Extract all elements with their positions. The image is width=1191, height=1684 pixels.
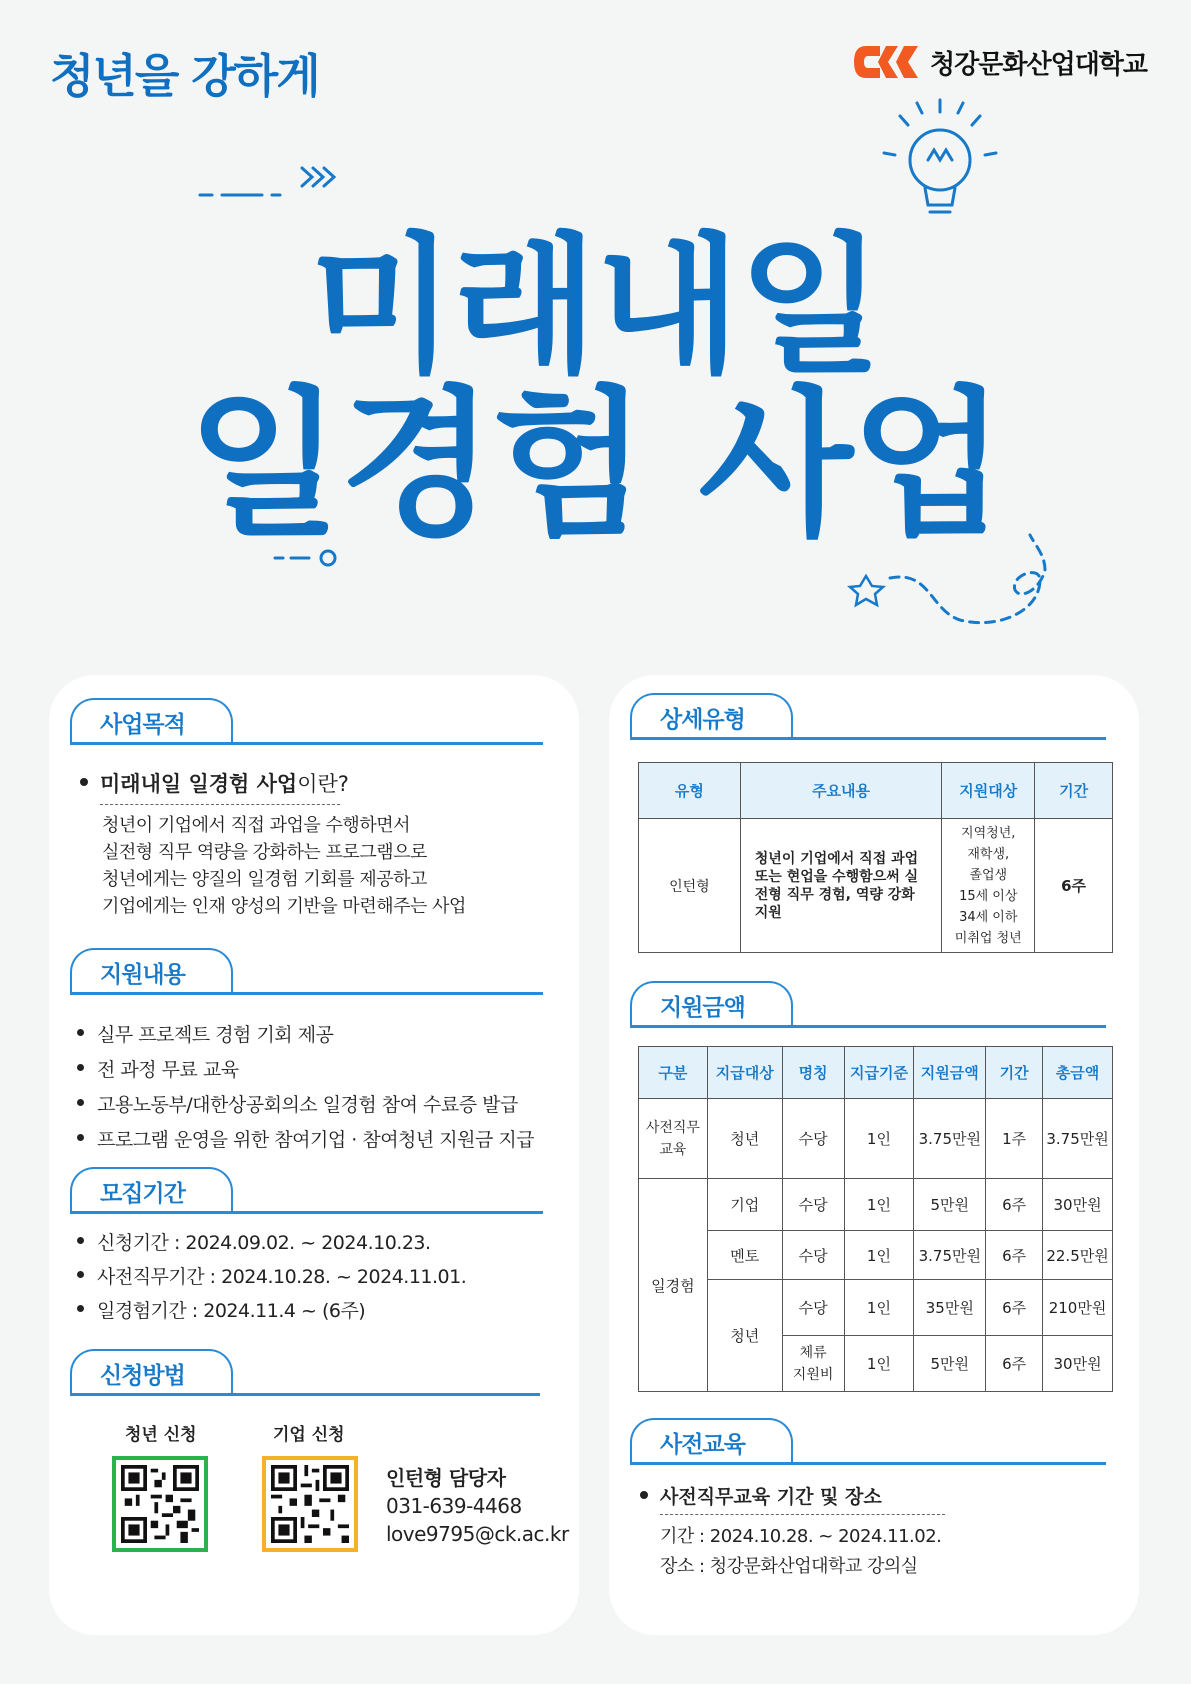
table-header: 지급기준 bbox=[844, 1047, 914, 1099]
amount-section-header bbox=[630, 981, 767, 1025]
preedu-divider bbox=[630, 1462, 1106, 1465]
preedu-place: 장소 : 청강문화산업대학교 강의실 bbox=[660, 1556, 918, 1577]
table-cell: 5만원 bbox=[914, 1179, 986, 1231]
detail-title: 상세유형 bbox=[630, 693, 767, 737]
support-item: 실무 프로젝트 경험 기회 제공 bbox=[77, 1020, 534, 1047]
table-cell: 기업 bbox=[707, 1179, 782, 1231]
bullet-dot bbox=[640, 1491, 648, 1499]
youth-qr-code[interactable] bbox=[112, 1456, 208, 1552]
support-item: 고용노동부/대한상공회의소 일경험 참여 수료증 발급 bbox=[77, 1090, 534, 1117]
detail-table bbox=[638, 762, 1113, 953]
table-cell: 체류 지원비 bbox=[782, 1336, 844, 1392]
apply-title: 신청방법 bbox=[70, 1349, 207, 1393]
table-cell: 수당 bbox=[782, 1280, 844, 1336]
table-cell: 6주 bbox=[986, 1231, 1043, 1280]
table-header-row bbox=[639, 1047, 1113, 1099]
support-divider bbox=[70, 992, 543, 995]
table-cell: 1인 bbox=[844, 1099, 914, 1179]
preedu-dash-rule bbox=[660, 1514, 945, 1515]
target-line: 15세 이상 bbox=[959, 888, 1018, 904]
table-cell: 사전직무 교육 bbox=[639, 1099, 708, 1179]
table-cell: 청년 bbox=[707, 1280, 782, 1392]
table-cell: 3.75만원 bbox=[1043, 1099, 1113, 1179]
table-cell: 210만원 bbox=[1043, 1280, 1113, 1336]
table-cell: 6주 bbox=[986, 1336, 1043, 1392]
contact-phone[interactable]: 031-639-4468 bbox=[386, 1494, 522, 1518]
purpose-question-bold: 미래내일 일경험 사업 bbox=[100, 772, 298, 796]
purpose-question bbox=[80, 768, 480, 798]
table-cell: 수당 bbox=[782, 1099, 844, 1179]
table-row bbox=[639, 1099, 1113, 1179]
qr-code-icon bbox=[121, 1465, 199, 1543]
table-cell: 청년이 기업에서 직접 과업 또는 현업을 수행함으써 실전형 직무 경험, 역량 강화 지원 bbox=[740, 819, 942, 953]
preedu-title: 사전교육 bbox=[630, 1418, 767, 1462]
support-list bbox=[77, 1020, 534, 1152]
purpose-description bbox=[102, 812, 466, 920]
purpose-question-rest: 이란? bbox=[297, 772, 349, 796]
support-item: 프로그램 운영을 위한 참여기업 · 참여청년 지원금 지급 bbox=[77, 1125, 534, 1152]
amount-divider bbox=[630, 1025, 1106, 1028]
table-header: 지급대상 bbox=[707, 1047, 782, 1099]
support-title: 지원내용 bbox=[70, 948, 207, 992]
table-cell: 6주 bbox=[986, 1179, 1043, 1231]
table-cell: 35만원 bbox=[914, 1280, 986, 1336]
table-row bbox=[639, 1231, 1113, 1280]
recruit-item: 사전직무기간 : 2024.10.28. ~ 2024.11.01. bbox=[77, 1262, 466, 1289]
table-cell: 6주 bbox=[986, 1280, 1043, 1336]
purpose-line: 실전형 직무 역량을 강화하는 프로그램으로 bbox=[102, 842, 427, 863]
contact-title: 인턴형 담당자 bbox=[386, 1466, 506, 1490]
contact-info bbox=[386, 1464, 569, 1548]
target-line: 34세 이하 bbox=[959, 909, 1018, 925]
purpose-line: 청년에게는 양질의 일경험 기회를 제공하고 bbox=[102, 869, 427, 890]
ck-logo-icon bbox=[850, 40, 922, 84]
preedu-period: 기간 : 2024.10.28. ~ 2024.11.02. bbox=[660, 1526, 942, 1547]
hero-title-line2: 일경험 사업 bbox=[187, 371, 1004, 558]
table-header: 기간 bbox=[986, 1047, 1043, 1099]
preedu-subtitle: 사전직무교육 기간 및 장소 bbox=[660, 1486, 882, 1508]
table-header: 유형 bbox=[639, 763, 741, 819]
table-cell: 청년 bbox=[707, 1099, 782, 1179]
preedu-section-header bbox=[630, 1418, 767, 1462]
qr-code-icon bbox=[271, 1465, 349, 1543]
table-row bbox=[639, 1280, 1113, 1336]
bullet-dot bbox=[80, 778, 88, 786]
school-logo bbox=[850, 40, 1147, 84]
table-header: 주요내용 bbox=[740, 763, 942, 819]
amount-table bbox=[638, 1046, 1113, 1392]
table-cell: 30만원 bbox=[1043, 1336, 1113, 1392]
hero-title-line1: 미래내일 bbox=[309, 220, 882, 394]
support-section-header bbox=[70, 948, 207, 992]
preedu-info bbox=[660, 1522, 941, 1582]
contact-email[interactable]: love9795@ck.ac.kr bbox=[386, 1522, 569, 1546]
slogan: 청년을 강하게 bbox=[50, 49, 319, 103]
amount-title: 지원금액 bbox=[630, 981, 767, 1025]
table-cell: 인턴형 bbox=[639, 819, 741, 953]
table-header-row bbox=[639, 763, 1113, 819]
company-apply-label: 기업 신청 bbox=[273, 1425, 345, 1445]
table-cell: 6주 bbox=[1035, 819, 1113, 953]
recruit-list bbox=[77, 1228, 466, 1323]
table-header: 기간 bbox=[1035, 763, 1113, 819]
table-header: 총금액 bbox=[1043, 1047, 1113, 1099]
purpose-divider bbox=[70, 742, 543, 745]
support-item: 전 과정 무료 교육 bbox=[77, 1055, 534, 1082]
table-cell: 수당 bbox=[782, 1231, 844, 1280]
recruit-item: 신청기간 : 2024.09.02. ~ 2024.10.23. bbox=[77, 1228, 466, 1255]
purpose-dash-rule bbox=[100, 804, 340, 805]
preedu-subtitle-row bbox=[640, 1482, 882, 1509]
table-cell: 30만원 bbox=[1043, 1179, 1113, 1231]
school-name: 청강문화산업대학교 bbox=[930, 49, 1148, 80]
apply-divider bbox=[70, 1393, 540, 1396]
youth-apply-label: 청년 신청 bbox=[125, 1425, 197, 1445]
table-cell: 일경험 bbox=[639, 1179, 708, 1392]
recruit-divider bbox=[70, 1211, 543, 1214]
detail-divider bbox=[630, 737, 1106, 740]
purpose-line: 청년이 기업에서 직접 과업을 수행하면서 bbox=[102, 815, 410, 836]
table-cell: 1주 bbox=[986, 1099, 1043, 1179]
target-cell bbox=[942, 819, 1035, 953]
recruit-title: 모집기간 bbox=[70, 1167, 207, 1211]
table-cell: 멘토 bbox=[707, 1231, 782, 1280]
purpose-title: 사업목적 bbox=[70, 698, 207, 742]
detail-section-header bbox=[630, 693, 767, 737]
target-line: 재학생, bbox=[967, 846, 1010, 862]
recruit-item: 일경험기간 : 2024.11.4 ~ (6주) bbox=[77, 1296, 466, 1323]
table-header: 명칭 bbox=[782, 1047, 844, 1099]
target-line: 미취업 청년 bbox=[954, 930, 1022, 946]
table-row bbox=[639, 819, 1113, 953]
table-cell: 3.75만원 bbox=[914, 1099, 986, 1179]
apply-section-header bbox=[70, 1349, 207, 1393]
table-cell: 3.75만원 bbox=[914, 1231, 986, 1280]
purpose-line: 기업에게는 인재 양성의 기반을 마련해주는 사업 bbox=[102, 896, 466, 917]
table-header: 구분 bbox=[639, 1047, 708, 1099]
table-cell: 1인 bbox=[844, 1231, 914, 1280]
table-cell: 1인 bbox=[844, 1179, 914, 1231]
table-cell: 5만원 bbox=[914, 1336, 986, 1392]
table-row bbox=[639, 1179, 1113, 1231]
purpose-section-header bbox=[70, 698, 207, 742]
recruit-section-header bbox=[70, 1167, 207, 1211]
company-qr-code[interactable] bbox=[262, 1456, 358, 1552]
target-line: 졸업생 bbox=[969, 867, 1008, 883]
table-cell: 22.5만원 bbox=[1043, 1231, 1113, 1280]
target-line: 지역청년, bbox=[961, 825, 1016, 841]
table-header: 지원대상 bbox=[942, 763, 1035, 819]
table-cell: 1인 bbox=[844, 1336, 914, 1392]
table-cell: 1인 bbox=[844, 1280, 914, 1336]
table-header: 지원금액 bbox=[914, 1047, 986, 1099]
table-cell: 수당 bbox=[782, 1179, 844, 1231]
